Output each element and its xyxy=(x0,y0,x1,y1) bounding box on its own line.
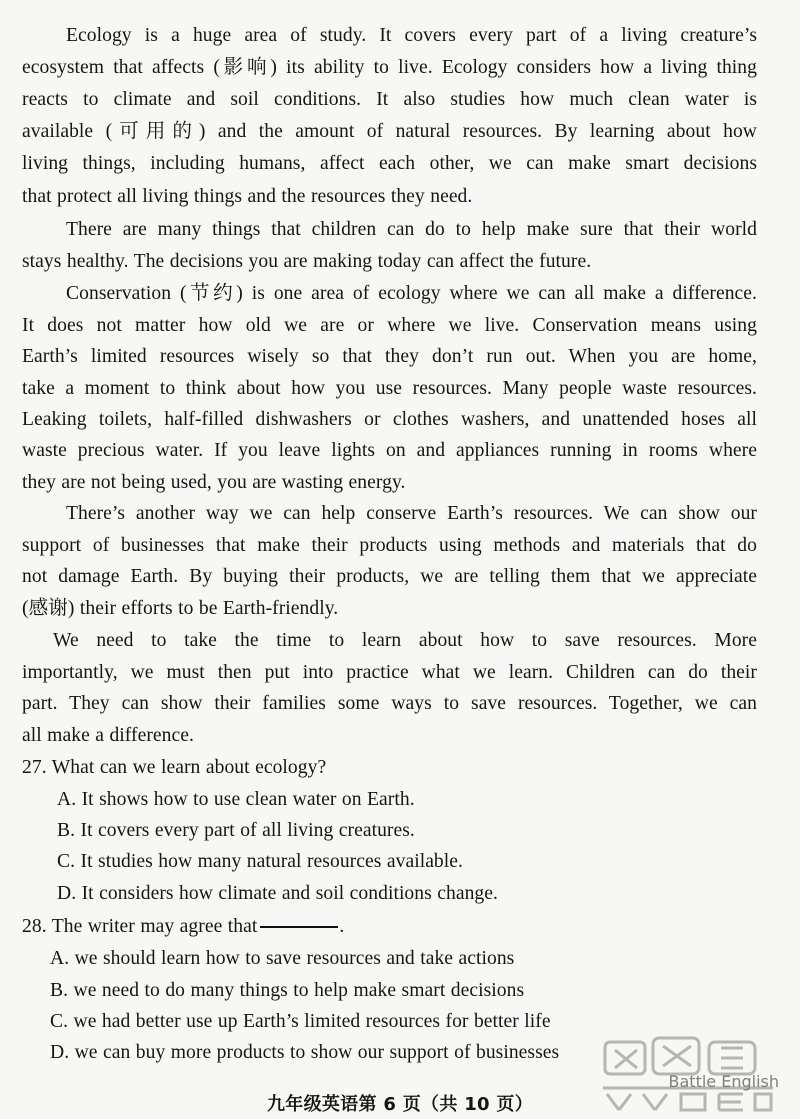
passage-line: support of businesses that make their products using methods and materials that do xyxy=(22,535,757,556)
passage-line: available (可用的) and the amount of natural resources. By learning about how xyxy=(22,121,757,142)
question-27-stem: 27. What can we learn about ecology? xyxy=(22,757,327,778)
passage-line: waste precious water. If you leave lights on and appliances running in rooms where xyxy=(22,440,757,461)
watermark-brand: Battle English xyxy=(668,1072,779,1091)
passage-line: Ecology is a huge area of study. It covers every part of a living creature’s xyxy=(66,25,757,46)
passage-line: not damage Earth. By buying their products, we are telling them that we appreciate xyxy=(22,566,757,587)
passage-line: There’s another way we can help conserve Earth’s resources. We can show our xyxy=(66,503,757,524)
passage-line: ecosystem that affects (影响) its ability to live. Ecology considers how a living thing xyxy=(22,57,757,78)
passage-line: Leaking toilets, half-filled dishwashers or clothes washers, and unattended hoses all xyxy=(22,409,757,430)
question-27-option-d: D. It considers how climate and soil conditions change. xyxy=(57,883,498,904)
question-28-stem-end: . xyxy=(339,916,345,937)
question-27-option-a: A. It shows how to use clean water on Earth. xyxy=(57,789,415,810)
passage-line: importantly, we must then put into practice what we learn. Children can do their xyxy=(22,662,757,683)
passage-line: part. They can show their families some ways to save resources. Together, we can xyxy=(22,693,757,714)
passage-line: There are many things that children can do to help make sure that their world xyxy=(66,219,757,240)
question-28-option-b: B. we need to do many things to help make smart decisions xyxy=(50,980,525,1001)
passage-line: take a moment to think about how you use resources. Many people waste resources. xyxy=(22,378,757,399)
passage-line: stays healthy. The decisions you are making today can affect the future. xyxy=(22,251,592,272)
passage-line: they are not being used, you are wasting energy. xyxy=(22,472,406,493)
passage-line: It does not matter how old we are or where we live. Conservation means using xyxy=(22,315,757,336)
passage-line: (感谢) their efforts to be Earth-friendly. xyxy=(22,598,339,619)
question-28-option-a: A. we should learn how to save resources and take actions xyxy=(50,948,515,969)
question-27-option-c: C. It studies how many natural resources available. xyxy=(57,851,463,872)
answer-blank xyxy=(260,926,338,928)
question-27-option-b: B. It covers every part of all living creatures. xyxy=(57,820,415,841)
passage-line: Earth’s limited resources wisely so that they don’t run out. When you are home, xyxy=(22,346,757,367)
passage-line: We need to take the time to learn about how to save resources. More xyxy=(53,630,757,651)
page-footer: 九年级英语第 6 页（共 10 页） xyxy=(266,1094,534,1115)
question-28-option-c: C. we had better use up Earth’s limited resources for better life xyxy=(50,1011,551,1032)
passage-line: living things, including humans, affect each other, we can make smart decisions xyxy=(22,153,757,174)
passage-line: reacts to climate and soil conditions. It also studies how much clean water is xyxy=(22,89,757,110)
passage-line: that protect all living things and the resources they need. xyxy=(22,186,473,207)
question-28-option-d: D. we can buy more products to show our support of businesses xyxy=(50,1042,560,1063)
passage-line: all make a difference. xyxy=(22,725,194,746)
passage-line: Conservation (节约) is one area of ecology where we can all make a difference. xyxy=(66,283,757,304)
question-28-stem xyxy=(22,911,757,942)
question-28-stem-text: 28. The writer may agree that xyxy=(22,916,258,937)
